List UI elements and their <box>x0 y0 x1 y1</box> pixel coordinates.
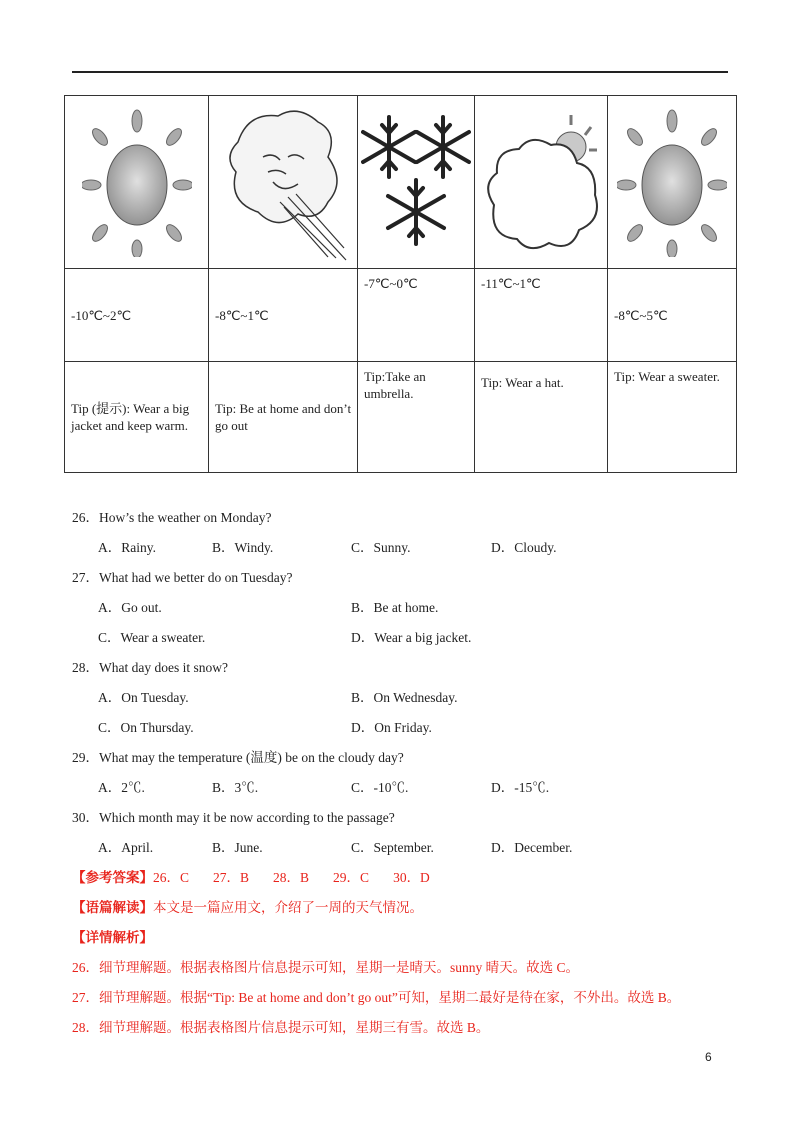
option: B．Windy. <box>212 540 274 555</box>
header-rule <box>72 71 728 73</box>
option: D．-15℃. <box>491 780 550 795</box>
question-29: 29．What may the temperature (温度) be on the cloudy day? <box>72 750 404 765</box>
answer-item: 28．B <box>273 870 310 885</box>
option: B．3℃. <box>212 780 259 795</box>
snowflake-icon <box>361 107 471 257</box>
option: B．Be at home. <box>351 600 439 615</box>
option: C．-10℃. <box>351 780 409 795</box>
option: B．June. <box>212 840 263 855</box>
detail-explanation: 27．细节理解题。根据“Tip: Be at home and don’t go out”可知，星期二最好是待在家，不外出。故选 B。 <box>72 990 681 1005</box>
friday-pic-cell <box>608 96 737 269</box>
temperature-row <box>65 269 737 362</box>
tip-row <box>65 362 737 473</box>
option: A．Go out. <box>98 600 162 615</box>
tip-cell <box>475 362 608 473</box>
analysis-label: 【语篇解读】 <box>72 900 153 915</box>
passage-analysis <box>72 896 423 916</box>
question-26: 26．How’s the weather on Monday? <box>72 510 272 525</box>
sun-icon <box>617 107 727 257</box>
temperature-cell <box>475 269 608 362</box>
temperature-cell: -8℃~5℃ <box>608 269 737 362</box>
answer-key <box>72 866 430 886</box>
detail-explanation: 26．细节理解题。根据表格图片信息提示可知，星期一是晴天。sunny 晴天。故选 C。 <box>72 960 580 975</box>
temperature-text: -7℃~0℃ <box>364 276 418 291</box>
cloud-icon <box>479 105 604 260</box>
option: A．2℃. <box>98 780 145 795</box>
option: C．September. <box>351 840 434 855</box>
weather-table <box>64 95 737 473</box>
option: D．December. <box>491 840 573 855</box>
page-number: 6 <box>705 1050 712 1064</box>
monday-pic-cell <box>65 96 209 269</box>
icon-row <box>65 96 737 269</box>
answer-item: 27．B <box>213 870 250 885</box>
option: B．On Wednesday. <box>351 690 458 705</box>
thursday-pic-cell <box>475 96 608 269</box>
detail-label: 【详情解析】 <box>72 930 153 945</box>
answer-label: 【参考答案】 <box>72 870 153 885</box>
question-30: 30．Which month may it be now according to the passage? <box>72 810 395 825</box>
question-28: 28．What day does it snow? <box>72 660 228 675</box>
analysis-text: 本文是一篇应用文，介绍了一周的天气情况。 <box>153 900 423 915</box>
tuesday-pic-cell <box>209 96 358 269</box>
temperature-cell: -10℃~2℃ <box>65 269 209 362</box>
option: A．Rainy. <box>98 540 156 555</box>
wednesday-pic-cell <box>358 96 475 269</box>
option: D．On Friday. <box>351 720 432 735</box>
sun-icon <box>82 107 192 257</box>
option: C．Sunny. <box>351 540 411 555</box>
option: D．Wear a big jacket. <box>351 630 472 645</box>
tip-cell <box>608 362 737 473</box>
tip-text: Tip: Wear a hat. <box>481 375 564 390</box>
wind-icon <box>218 102 348 262</box>
option: C．On Thursday. <box>98 720 194 735</box>
answer-item: 30．D <box>393 870 430 885</box>
temperature-text: -11℃~1℃ <box>481 276 541 291</box>
answer-item: 26．C <box>153 870 190 885</box>
option: A．On Tuesday. <box>98 690 189 705</box>
tip-cell: Tip (提示): Wear a big jacket and keep warm. <box>65 362 209 473</box>
tip-cell: Tip: Be at home and don’t go out <box>209 362 358 473</box>
detail-explanation: 28．细节理解题。根据表格图片信息提示可知，星期三有雪。故选 B。 <box>72 1020 490 1035</box>
question-27: 27．What had we better do on Tuesday? <box>72 570 293 585</box>
temperature-cell: -8℃~1℃ <box>209 269 358 362</box>
option: A．April. <box>98 840 154 855</box>
tip-text: Tip: Wear a sweater. <box>614 369 720 384</box>
temperature-cell <box>358 269 475 362</box>
answer-item: 29．C <box>333 870 370 885</box>
option: D．Cloudy. <box>491 540 557 555</box>
tip-text: Tip:Take an umbrella. <box>364 369 426 401</box>
option: C．Wear a sweater. <box>98 630 206 645</box>
tip-cell <box>358 362 475 473</box>
